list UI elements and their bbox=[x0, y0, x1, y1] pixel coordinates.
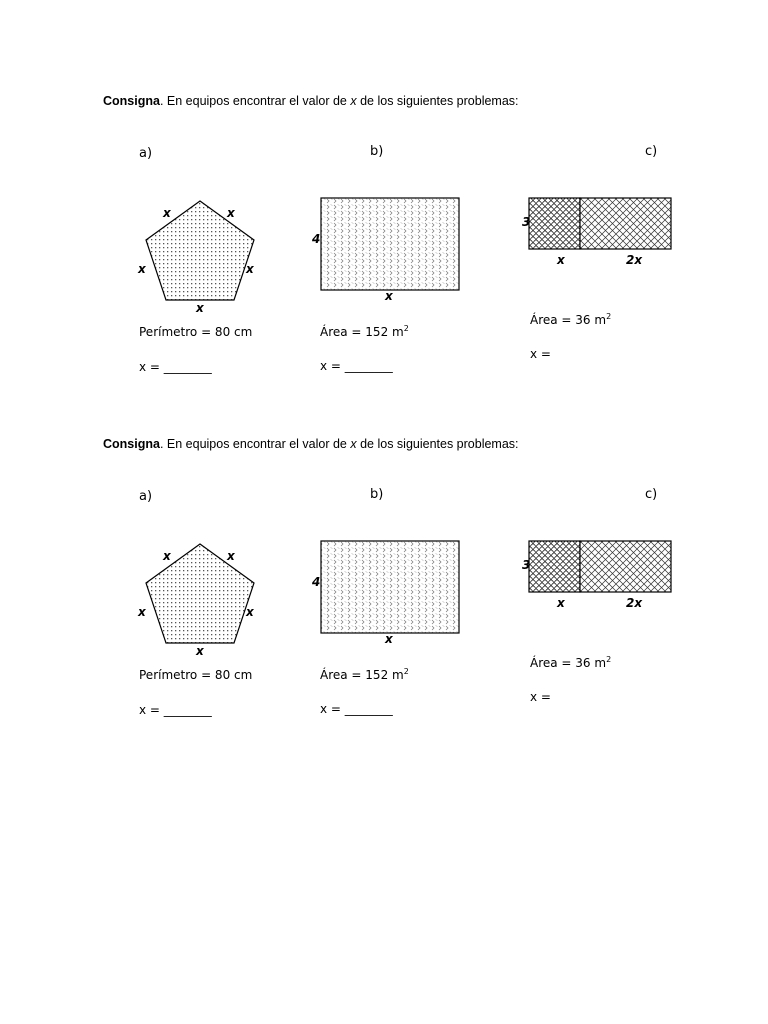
perimeter-given: Perímetro = 80 cm bbox=[139, 325, 253, 339]
rectangle-c-height-label: 3 bbox=[522, 215, 531, 229]
instruction bbox=[103, 94, 519, 108]
answer-blank[interactable]: x = ________ bbox=[320, 359, 393, 373]
problem-c-label: c) bbox=[645, 144, 658, 159]
rectangle-c-right-label: 2x bbox=[626, 253, 643, 267]
instruction-heading: Consigna bbox=[103, 437, 160, 451]
pentagon-side-label: x bbox=[246, 262, 254, 276]
instruction-text: . En equipos encontrar el valor de bbox=[159, 94, 351, 108]
rectangle-b-shape bbox=[321, 198, 459, 290]
pentagon-side-label: x bbox=[163, 206, 171, 220]
rectangle-b-height-label: 4 bbox=[312, 232, 321, 246]
square-part bbox=[529, 541, 580, 592]
rectangle-c-height-label: 3 bbox=[522, 558, 531, 572]
pentagon-side-label: x bbox=[227, 206, 235, 220]
rectangle-b-height-label: 4 bbox=[312, 575, 321, 589]
instruction bbox=[103, 437, 519, 451]
worksheet-1 bbox=[0, 94, 768, 434]
pentagon-side-label: x bbox=[138, 262, 146, 276]
area-exponent: 2 bbox=[606, 312, 612, 321]
area-given bbox=[320, 667, 409, 682]
area-given bbox=[530, 655, 611, 670]
rectangle-c-figure bbox=[518, 535, 678, 615]
instruction-text: . En equipos encontrar el valor de bbox=[159, 437, 351, 451]
problem-a-label: a) bbox=[139, 146, 153, 161]
area-text: Área = 36 m bbox=[530, 656, 607, 670]
pentagon-side-label: x bbox=[196, 301, 204, 315]
rectangle-c-left-label: x bbox=[557, 596, 565, 610]
pentagon-side-label: x bbox=[196, 644, 204, 658]
square-part bbox=[529, 198, 580, 249]
area-text: Área = 36 m bbox=[530, 313, 607, 327]
rectangle-part bbox=[580, 198, 671, 249]
area-given bbox=[530, 312, 611, 327]
pentagon-figure bbox=[130, 537, 265, 662]
rectangle-b-figure bbox=[305, 192, 470, 312]
area-given bbox=[320, 324, 409, 339]
perimeter-given: Perímetro = 80 cm bbox=[139, 668, 253, 682]
pentagon-figure bbox=[130, 194, 265, 319]
rectangle-b-shape bbox=[321, 541, 459, 633]
rectangle-c-figure bbox=[518, 192, 678, 272]
area-text: Área = 152 m bbox=[320, 668, 404, 682]
problem-a-label: a) bbox=[139, 489, 153, 504]
area-text: Área = 152 m bbox=[320, 325, 404, 339]
rectangle-b-width-label: x bbox=[385, 632, 393, 646]
worksheet-2 bbox=[0, 437, 768, 777]
instruction-variable: x bbox=[350, 94, 357, 108]
rectangle-b-figure bbox=[305, 535, 470, 655]
pentagon-side-label: x bbox=[163, 549, 171, 563]
rectangle-part bbox=[580, 541, 671, 592]
rectangle-b-width-label: x bbox=[385, 289, 393, 303]
instruction-variable: x bbox=[350, 437, 357, 451]
pentagon-side-label: x bbox=[227, 549, 235, 563]
instruction-heading: Consigna bbox=[103, 94, 160, 108]
area-exponent: 2 bbox=[606, 655, 612, 664]
pentagon-side-label: x bbox=[138, 605, 146, 619]
answer-blank[interactable]: x = ________ bbox=[320, 702, 393, 716]
answer-blank[interactable]: x = bbox=[530, 690, 551, 704]
pentagon-side-label: x bbox=[246, 605, 254, 619]
problem-b-label: b) bbox=[370, 487, 384, 502]
area-exponent: 2 bbox=[403, 324, 409, 333]
area-exponent: 2 bbox=[403, 667, 409, 676]
answer-blank[interactable]: x = ________ bbox=[139, 703, 212, 717]
problem-b-label: b) bbox=[370, 144, 384, 159]
problem-c-label: c) bbox=[645, 487, 658, 502]
rectangle-c-right-label: 2x bbox=[626, 596, 643, 610]
instruction-text-end: de los siguientes problemas: bbox=[356, 437, 519, 451]
rectangle-c-left-label: x bbox=[557, 253, 565, 267]
answer-blank[interactable]: x = bbox=[530, 347, 551, 361]
instruction-text-end: de los siguientes problemas: bbox=[356, 94, 519, 108]
answer-blank[interactable]: x = ________ bbox=[139, 360, 212, 374]
